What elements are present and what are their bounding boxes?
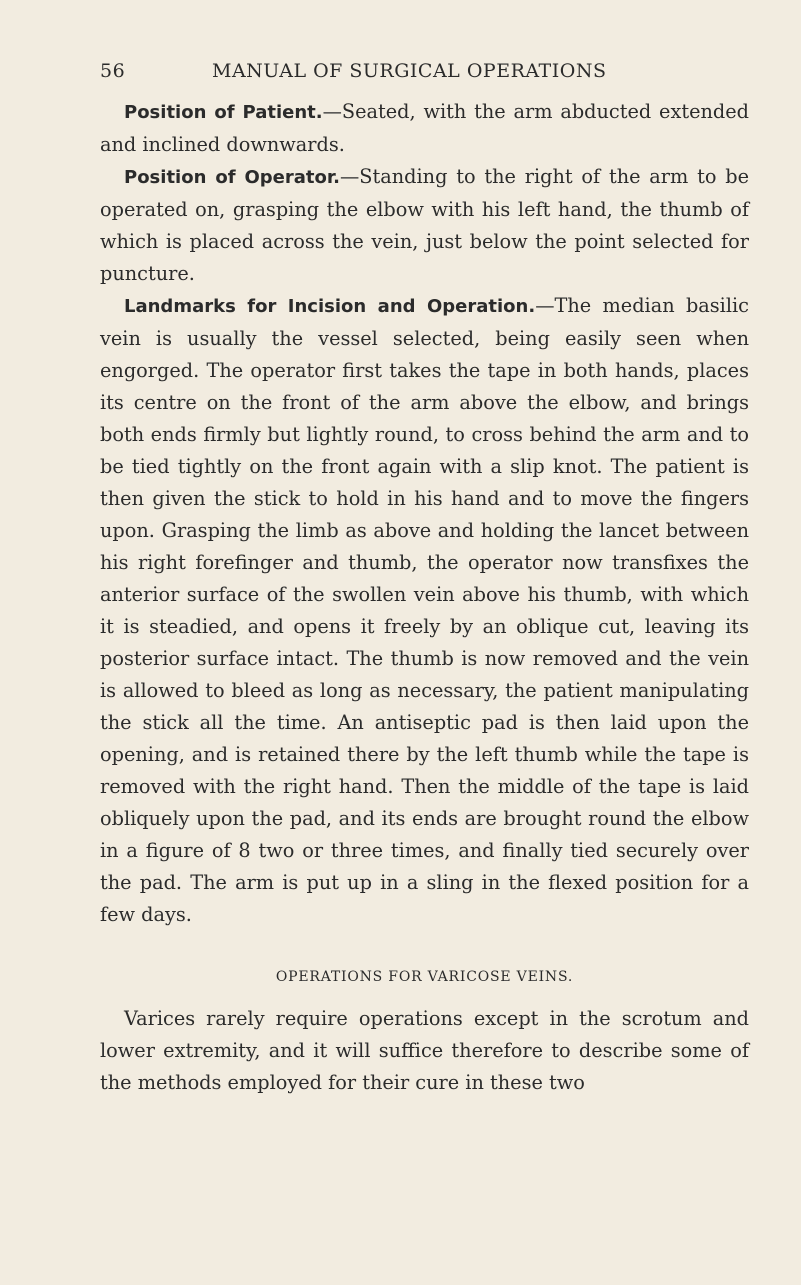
paragraph-text: —The median basilic vein is usually the vessel selected, being easily seen when engorged. The operator first takes the tape in both hands, places its centre on the front of the arm above the elbow, and brings both ends firmly but lightly round, to cross behind the arm and to be tied tightly on the front again with a slip knot. The patient is then given the stick to hold in his hand and to move the fingers upon. Grasping the limb as above and holding the lancet between his right forefinger and thumb, the operator now transfixes the anterior surface of the swollen vein above his thumb, with which it is steadied, and opens it freely by an oblique cut, leaving its posterior surface intact. The thumb is now removed and the vein is allowed to bleed as long as necessary, the patient manipulating the stick all the time. An antiseptic pad is then laid upon the opening, and is retained there by the left thumb while the tape is removed with the right hand. Then the middle of the tape is laid obliquely upon the pad, and its ends are brought round the elbow in a figure of 8 two or three times, and finally tied securely over the pad. The arm is put up in a sling in the flexed position for a few days.: [100, 294, 749, 926]
body-text: [100, 96, 749, 1099]
section-heading: OPERATIONS FOR VARICOSE VEINS.: [275, 969, 574, 985]
paragraph-position-of-patient: [100, 96, 749, 161]
paragraph-text: —Seated, with the arm abducted extended and inclined downwards.: [100, 100, 749, 156]
paragraph-position-of-operator: [100, 161, 749, 290]
running-head: [100, 60, 749, 82]
running-title: MANUAL OF SURGICAL OPERATIONS: [212, 60, 607, 82]
paragraph-heading: Position of Operator.: [124, 167, 340, 188]
paragraph-text: —Standing to the right of the arm to be operated on, grasping the elbow with his left hand, the thumb of which is placed across the vein, just below the point selected for puncture.: [100, 165, 749, 285]
page-number: 56: [100, 60, 126, 82]
section-paragraph: Varices rarely require operations except in the scrotum and lower extremity, and it will suffice therefore to describe some of the methods employed for their cure in these two: [100, 1007, 749, 1094]
paragraph-landmarks: [100, 290, 749, 931]
paragraph-heading: Position of Patient.: [124, 102, 323, 123]
paragraph-heading: Landmarks for Incision and Operation.: [124, 296, 536, 317]
